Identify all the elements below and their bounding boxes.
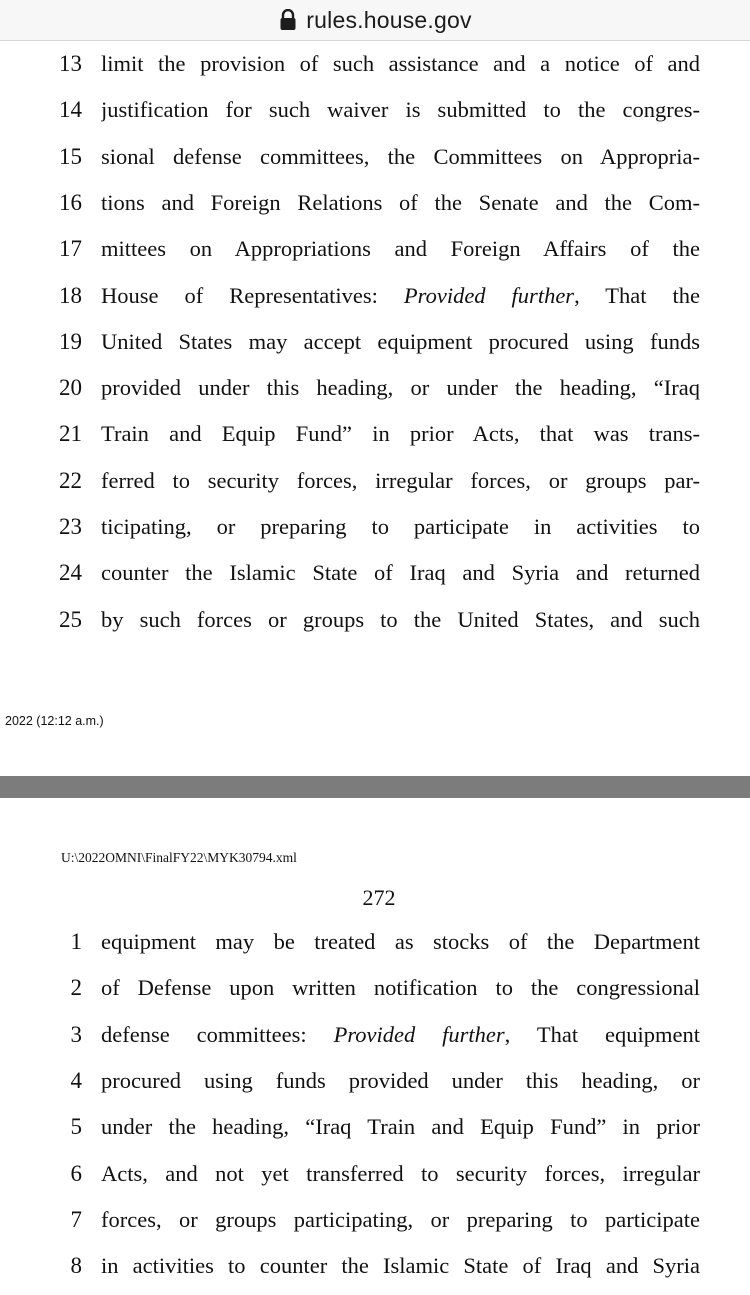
text-segment: forces, or groups participating, or preparing to participate	[101, 1206, 700, 1232]
document-line	[0, 1243, 750, 1289]
line-number: 15	[59, 143, 82, 169]
line-text	[101, 273, 700, 319]
text-segment: of Defense upon written notification to the congressional	[101, 975, 700, 1001]
document-line	[0, 1104, 750, 1150]
document-line	[0, 319, 750, 365]
italic-phrase: Provided further	[403, 282, 575, 308]
line-text	[101, 180, 700, 226]
line-text	[101, 550, 700, 596]
text-segment: Train and Equip Fund” in prior Acts, that was trans-	[101, 421, 700, 447]
line-number: 16	[59, 189, 82, 215]
line-number: 21	[59, 421, 82, 447]
line-text	[101, 1104, 700, 1150]
document-line	[0, 965, 750, 1011]
document-line	[0, 273, 750, 319]
line-text	[101, 458, 700, 504]
text-segment: mittees on Appropriations and Foreign Affairs of the	[101, 236, 700, 262]
print-timestamp: 2022 (12:12 a.m.)	[5, 714, 104, 728]
line-number: 14	[59, 97, 82, 123]
document-line	[0, 1197, 750, 1243]
line-text	[101, 134, 700, 180]
line-number: 19	[59, 328, 82, 354]
text-segment: sional defense committees, the Committees on Appropria-	[101, 143, 700, 169]
text-segment: under the heading, “Iraq Train and Equip Fund” in prior	[101, 1114, 700, 1140]
text-segment: in activities to counter the Islamic State of Iraq and Syria	[101, 1253, 700, 1279]
text-segment: House of Representatives:	[101, 282, 404, 308]
lock-icon	[278, 9, 298, 31]
line-number: 7	[70, 1206, 82, 1232]
italic-phrase: Provided further	[333, 1021, 505, 1047]
document-line	[0, 365, 750, 411]
document-line	[0, 1151, 750, 1197]
line-text	[101, 411, 700, 457]
line-number: 25	[59, 606, 82, 632]
file-path: U:\2022OMNI\FinalFY22\MYK30794.xml	[61, 850, 297, 865]
line-text	[101, 41, 700, 87]
text-segment: Acts, and not yet transferred to security forces, irregular	[101, 1160, 700, 1186]
document-line	[0, 180, 750, 226]
text-segment: provided under this heading, or under the heading, “Iraq	[101, 375, 700, 401]
line-text	[101, 1243, 700, 1289]
text-segment: justification for such waiver is submitted to the congres-	[101, 97, 700, 123]
text-segment: procured using funds provided under this heading, or	[101, 1067, 700, 1093]
text-segment: ferred to security forces, irregular forces, or groups par-	[101, 467, 700, 493]
line-number: 23	[59, 514, 82, 539]
document-line	[0, 41, 750, 87]
line-number: 5	[70, 1114, 82, 1140]
line-text	[101, 87, 700, 133]
line-text	[101, 226, 700, 272]
line-number: 20	[59, 375, 82, 401]
line-number: 18	[59, 282, 82, 308]
line-text	[101, 597, 700, 643]
line-number: 17	[59, 236, 82, 262]
line-text	[101, 1151, 700, 1197]
text-segment: ticipating, or preparing to participate in activities to	[101, 514, 700, 539]
text-segment: counter the Islamic State of Iraq and Syria and returned	[101, 560, 700, 586]
line-number: 13	[59, 51, 82, 76]
text-segment: defense committees:	[101, 1021, 334, 1047]
line-number: 22	[59, 467, 82, 493]
line-number: 24	[59, 560, 82, 586]
text-segment: tions and Foreign Relations of the Senate and the Com-	[101, 189, 700, 215]
document-line	[0, 87, 750, 133]
text-segment: limit the provision of such assistance and a notice of and	[101, 51, 700, 76]
text-segment: equipment may be treated as stocks of the Department	[101, 929, 700, 954]
address-bar[interactable]	[0, 0, 750, 41]
line-number: 1	[70, 929, 82, 954]
document-line	[0, 1012, 750, 1058]
document-line	[0, 458, 750, 504]
document-line	[0, 411, 750, 457]
text-segment: United States may accept equipment procured using funds	[101, 328, 700, 354]
line-text	[101, 1197, 700, 1243]
line-number: 2	[70, 975, 82, 1001]
line-text	[101, 1012, 700, 1058]
line-text	[101, 319, 700, 365]
document-line	[0, 550, 750, 596]
document-line	[0, 597, 750, 643]
document-line	[0, 226, 750, 272]
document-line	[0, 504, 750, 550]
line-text	[101, 919, 700, 965]
line-text	[101, 1058, 700, 1104]
document-line	[0, 134, 750, 180]
line-number: 4	[70, 1067, 82, 1093]
page-number: 272	[362, 885, 396, 910]
line-text	[101, 965, 700, 1011]
line-text	[101, 504, 700, 550]
text-segment: , That equipment	[504, 1021, 700, 1047]
text-segment: by such forces or groups to the United States, and such	[101, 606, 700, 632]
line-number: 8	[70, 1253, 82, 1279]
document-line	[0, 919, 750, 965]
line-number: 6	[70, 1160, 82, 1186]
text-segment: , That the	[574, 282, 700, 308]
url-host: rules.house.gov	[306, 6, 472, 33]
line-number: 3	[70, 1021, 82, 1047]
page-separator	[0, 776, 750, 798]
line-text	[101, 365, 700, 411]
document-line	[0, 1058, 750, 1104]
